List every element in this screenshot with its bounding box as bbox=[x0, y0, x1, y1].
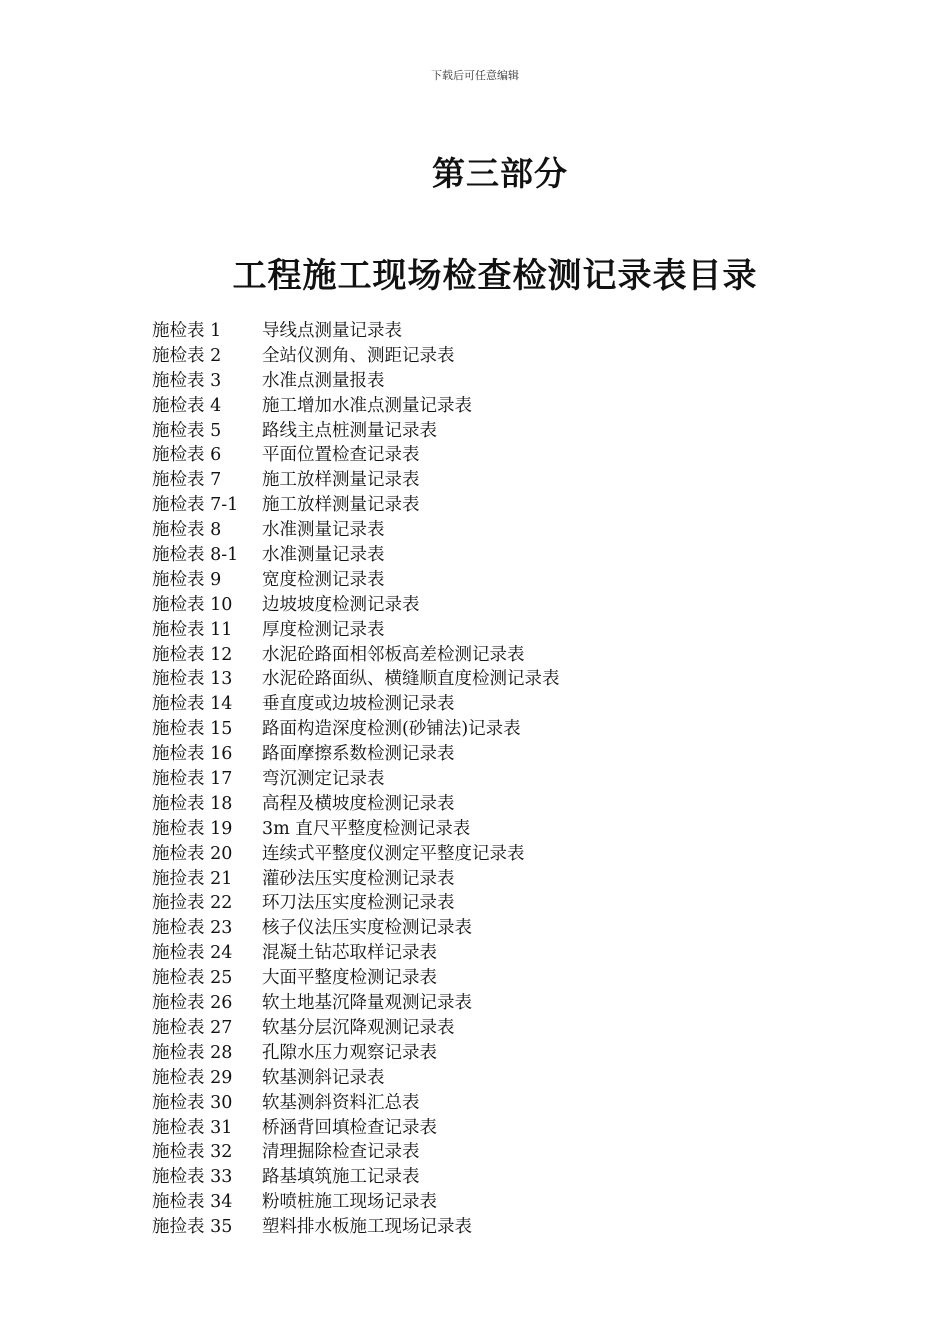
toc-entry-name: 水准点测量报表 bbox=[262, 370, 385, 391]
toc-entry-code: 施检表 13 bbox=[152, 669, 233, 690]
toc-entry-name: 环刀法压实度检测记录表 bbox=[262, 893, 455, 914]
toc-entry bbox=[152, 717, 560, 742]
toc-entry bbox=[152, 667, 560, 692]
toc-entry-name: 灌砂法压实度检测记录表 bbox=[262, 868, 455, 889]
toc-entry bbox=[152, 1165, 560, 1190]
toc-entry-code: 施检表 20 bbox=[152, 843, 233, 864]
toc-entry bbox=[152, 891, 560, 916]
toc-entry bbox=[152, 966, 560, 991]
toc-entry-name: 路面摩擦系数检测记录表 bbox=[262, 744, 455, 765]
toc-entry-code: 施捡表 35 bbox=[152, 1217, 233, 1238]
toc-entry-name: 导线点测量记录表 bbox=[262, 321, 402, 341]
part-title: 第三部分 bbox=[432, 154, 568, 193]
toc-entry bbox=[152, 344, 560, 369]
toc-entry bbox=[152, 493, 560, 518]
toc-entry-code: 施检表 33 bbox=[152, 1167, 233, 1188]
toc-entry-name: 边坡坡度检测记录表 bbox=[262, 594, 420, 615]
toc-entry bbox=[152, 419, 560, 444]
toc-entry-name: 弯沉测定记录表 bbox=[262, 769, 385, 790]
toc-entry-code: 施检表 6 bbox=[152, 445, 222, 466]
toc-entry bbox=[152, 319, 560, 344]
toc-entry-name: 厚度检测记录表 bbox=[262, 619, 385, 640]
toc-entry bbox=[152, 369, 560, 394]
toc-entry bbox=[152, 443, 560, 468]
table-of-contents bbox=[152, 319, 560, 1240]
toc-entry-code: 施检表 2 bbox=[152, 345, 222, 366]
toc-entry-name: 施工增加水准点测量记录表 bbox=[262, 395, 472, 416]
toc-entry bbox=[152, 468, 560, 493]
document-title: 工程施工现场检查检测记录表目录 bbox=[232, 256, 758, 296]
toc-entry-name: 塑料排水板施工现场记录表 bbox=[262, 1217, 472, 1238]
toc-entry bbox=[152, 1116, 560, 1141]
toc-entry-code: 施检表 12 bbox=[152, 644, 233, 665]
toc-entry bbox=[152, 543, 560, 568]
toc-entry-code: 施检表 34 bbox=[152, 1192, 233, 1213]
toc-entry-code: 施检表 3 bbox=[152, 370, 222, 391]
toc-entry bbox=[152, 1041, 560, 1066]
toc-entry-code: 施检表 24 bbox=[152, 943, 233, 964]
toc-entry-code: 施检表 17 bbox=[152, 769, 233, 790]
toc-entry bbox=[152, 941, 560, 966]
toc-entry bbox=[152, 1190, 560, 1215]
toc-entry bbox=[152, 1215, 560, 1240]
toc-entry-name: 路线主点桩测量记录表 bbox=[262, 420, 437, 441]
toc-entry bbox=[152, 991, 560, 1016]
toc-entry-code: 施检表 8-1 bbox=[152, 545, 239, 566]
toc-entry bbox=[152, 1140, 560, 1165]
toc-entry-code: 施检表 19 bbox=[152, 818, 233, 839]
toc-entry bbox=[152, 643, 560, 668]
toc-entry-name: 核子仪法压实度检测记录表 bbox=[262, 918, 472, 939]
toc-entry-code: 施检表 4 bbox=[152, 395, 222, 416]
toc-entry-code: 施检表 1 bbox=[152, 321, 222, 341]
toc-entry-code: 施检表 26 bbox=[152, 993, 233, 1014]
toc-entry-name: 连续式平整度仪测定平整度记录表 bbox=[262, 843, 525, 864]
toc-entry-code: 施检表 18 bbox=[152, 793, 233, 814]
toc-entry bbox=[152, 817, 560, 842]
toc-entry-name: 全站仪测角、测距记录表 bbox=[262, 345, 455, 366]
toc-entry-name: 水泥砼路面纵、横缝顺直度检测记录表 bbox=[262, 669, 560, 690]
toc-entry-code: 施检表 31 bbox=[152, 1117, 233, 1138]
toc-entry-name: 清理掘除检查记录表 bbox=[262, 1142, 420, 1163]
toc-entry-name: 路基填筑施工记录表 bbox=[262, 1167, 420, 1188]
toc-entry-code: 施检表 9 bbox=[152, 569, 222, 590]
toc-entry-name: 施工放样测量记录表 bbox=[262, 470, 420, 491]
toc-entry-code: 施检表 28 bbox=[152, 1042, 233, 1063]
toc-entry-code: 施检表 23 bbox=[152, 918, 233, 939]
toc-entry bbox=[152, 916, 560, 941]
toc-entry bbox=[152, 867, 560, 892]
toc-entry-code: 施检表 5 bbox=[152, 420, 222, 441]
toc-entry-code: 施检表 32 bbox=[152, 1142, 233, 1163]
toc-entry-name: 软基测斜记录表 bbox=[262, 1067, 385, 1088]
toc-entry bbox=[152, 1091, 560, 1116]
toc-entry-code: 施检表 10 bbox=[152, 594, 233, 615]
toc-entry-name: 软土地基沉降量观测记录表 bbox=[262, 993, 472, 1014]
toc-entry-name: 平面位置检查记录表 bbox=[262, 445, 420, 466]
toc-entry bbox=[152, 618, 560, 643]
toc-entry-code: 施检表 16 bbox=[152, 744, 233, 765]
toc-entry-name: 水准测量记录表 bbox=[262, 520, 385, 541]
toc-entry bbox=[152, 692, 560, 717]
toc-entry-name: 路面构造深度检测(砂铺法)记录表 bbox=[262, 719, 521, 740]
toc-entry-code: 施捡表 22 bbox=[152, 893, 233, 914]
toc-entry-name: 桥涵背回填检查记录表 bbox=[262, 1117, 437, 1138]
toc-entry bbox=[152, 593, 560, 618]
toc-entry bbox=[152, 394, 560, 419]
toc-entry-code: 施检表 7 bbox=[152, 470, 222, 491]
toc-entry-code: 施检表 29 bbox=[152, 1067, 233, 1088]
toc-entry-name: 粉喷桩施工现场记录表 bbox=[262, 1192, 437, 1213]
header-note: 下载后可任意编辑 bbox=[431, 69, 519, 82]
toc-entry bbox=[152, 1066, 560, 1091]
toc-entry-code: 施检表 30 bbox=[152, 1092, 233, 1113]
toc-entry bbox=[152, 568, 560, 593]
toc-entry-name: 垂直度或边坡检测记录表 bbox=[262, 694, 455, 715]
toc-entry-name: 施工放样测量记录表 bbox=[262, 495, 420, 516]
toc-entry-code: 施检表 15 bbox=[152, 719, 233, 740]
toc-entry bbox=[152, 742, 560, 767]
toc-entry-code: 施检表 14 bbox=[152, 694, 233, 715]
toc-entry-code: 施检表 25 bbox=[152, 968, 233, 989]
toc-entry-name: 软基分层沉降观测记录表 bbox=[262, 1017, 455, 1038]
toc-entry-name: 宽度检测记录表 bbox=[262, 569, 385, 590]
toc-entry-code: 施检表 11 bbox=[152, 619, 233, 640]
toc-entry-name: 软基测斜资料汇总表 bbox=[262, 1092, 420, 1113]
toc-entry-name: 孔隙水压力观察记录表 bbox=[262, 1042, 437, 1063]
toc-entry bbox=[152, 518, 560, 543]
toc-entry bbox=[152, 842, 560, 867]
toc-entry-name: 水泥砼路面相邻板高差检测记录表 bbox=[262, 644, 525, 665]
toc-entry-name: 混凝土钻芯取样记录表 bbox=[262, 943, 437, 964]
toc-entry-name: 3m 直尺平整度检测记录表 bbox=[262, 818, 471, 839]
toc-entry bbox=[152, 792, 560, 817]
toc-entry bbox=[152, 767, 560, 792]
toc-entry-code: 施检表 8 bbox=[152, 520, 222, 541]
toc-entry bbox=[152, 1016, 560, 1041]
toc-entry-name: 高程及横坡度检测记录表 bbox=[262, 793, 455, 814]
toc-entry-code: 施检表 7-1 bbox=[152, 495, 239, 516]
toc-entry-name: 大面平整度检测记录表 bbox=[262, 968, 437, 989]
toc-entry-code: 施捡表 21 bbox=[152, 868, 233, 889]
toc-entry-code: 施检表 27 bbox=[152, 1017, 233, 1038]
toc-entry-name: 水准测量记录表 bbox=[262, 545, 385, 566]
